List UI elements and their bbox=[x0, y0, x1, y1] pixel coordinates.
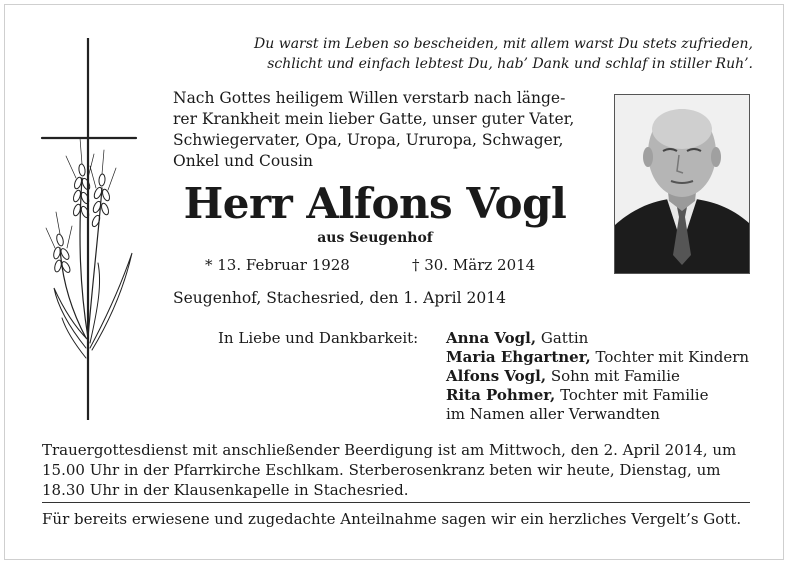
mourner-row bbox=[446, 348, 749, 367]
divider bbox=[42, 502, 750, 503]
motto bbox=[205, 34, 753, 74]
mourners-list bbox=[446, 329, 749, 424]
deceased-name: Herr Alfons Vogl bbox=[183, 179, 567, 228]
motto-line: Du warst im Leben so bescheiden, mit allem warst Du stets zufrieden, bbox=[254, 36, 753, 52]
mourner-name: Alfons Vogl, bbox=[446, 367, 547, 385]
birth-date: * 13. Februar 1928 bbox=[205, 256, 350, 274]
service-line: 15.00 Uhr in der Pfarrkirche Eschlkam. Sterberosenkranz beten wir heute, Dienstag, um bbox=[42, 461, 721, 479]
mourners-footer: im Namen aller Verwandten bbox=[446, 405, 660, 423]
motto-line: schlicht und einfach lebtest Du, hab’ Dank und schlaf in stiller Ruh’. bbox=[267, 56, 753, 72]
portrait-photo bbox=[614, 94, 750, 274]
place-date: Seugenhof, Stachesried, den 1. April 2014 bbox=[173, 289, 506, 307]
intro-line: Onkel und Cousin bbox=[173, 152, 314, 170]
mourner-name: Anna Vogl, bbox=[446, 329, 537, 347]
cross-wheat-icon bbox=[40, 38, 140, 420]
mourner-row bbox=[446, 329, 749, 348]
mourner-row bbox=[446, 386, 749, 405]
mourner-relation: Tochter mit Familie bbox=[560, 386, 709, 404]
intro-line: rer Krankheit mein lieber Gatte, unser guter Vater, bbox=[173, 110, 575, 128]
intro-line: Schwiegervater, Opa, Uropa, Ururopa, Schwager, bbox=[173, 131, 564, 149]
portrait-image bbox=[615, 95, 749, 273]
intro-line: Nach Gottes heiligem Willen verstarb nach länge- bbox=[173, 89, 566, 107]
service-info bbox=[42, 440, 750, 500]
closing-thanks: Für bereits erwiesene und zugedachte Anteilnahme sagen wir ein herzliches Vergelt’s Gott. bbox=[42, 510, 742, 528]
intro-text bbox=[173, 88, 583, 172]
mourner-relation: Tochter mit Kindern bbox=[595, 348, 750, 366]
death-date: † 30. März 2014 bbox=[412, 256, 536, 274]
service-line: Trauergottesdienst mit anschließender Beerdigung ist am Mittwoch, den 2. April 2014, um bbox=[42, 441, 737, 459]
mourner-relation: Gattin bbox=[540, 329, 589, 347]
thanks-label: In Liebe und Dankbarkeit: bbox=[218, 329, 419, 347]
mourner-name: Maria Ehgartner, bbox=[446, 348, 591, 366]
mourner-row bbox=[446, 367, 749, 386]
mourner-name: Rita Pohmer, bbox=[446, 386, 556, 404]
deceased-origin: aus Seugenhof bbox=[317, 230, 433, 246]
service-line: 18.30 Uhr in der Klausenkapelle in Stachesried. bbox=[42, 481, 409, 499]
mourner-relation: Sohn mit Familie bbox=[550, 367, 680, 385]
